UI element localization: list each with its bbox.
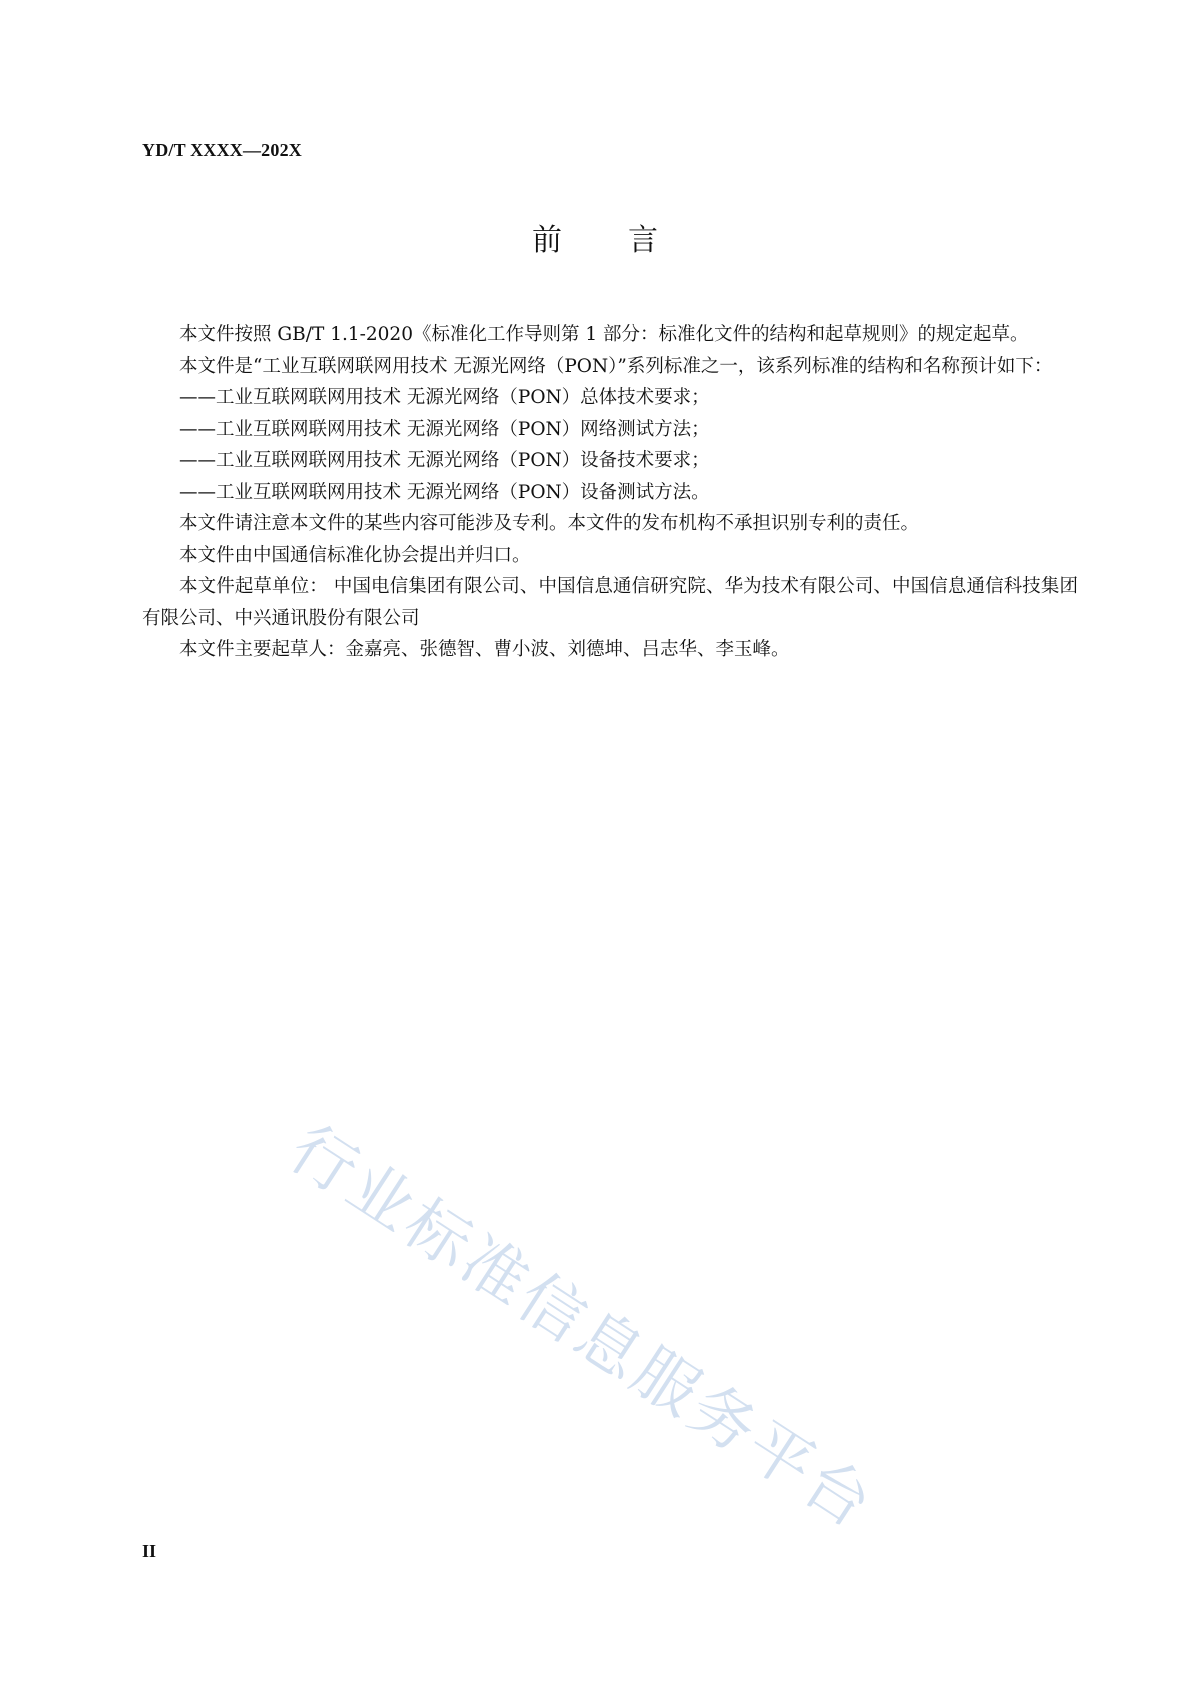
list-item-general-requirements: ——工业互联网联网用技术 无源光网络（PON）总体技术要求； — [179, 387, 710, 408]
paragraph-patent-notice: 本文件请注意本文件的某些内容可能涉及专利。本文件的发布机构不承担识别专利的责任。 — [179, 513, 920, 534]
list-item-network-test-methods: ——工业互联网联网用技术 无源光网络（PON）网络测试方法； — [179, 418, 710, 440]
foreword-body — [142, 319, 1078, 666]
list-item-equipment-requirements: ——工业互联网联网用技术 无源光网络（PON）设备技术要求； — [179, 450, 710, 471]
paragraph-proposed-by: 本文件由中国通信标准化协会提出并归口。 — [179, 544, 531, 566]
page-title: 前言 — [532, 223, 724, 258]
paragraph-drafting-units: 本文件起草单位： 中国电信集团有限公司、中国信息通信研究院、华为技术有限公司、中国信息通信科技集团有限公司、中兴通讯股份有限公司 — [142, 576, 1078, 629]
list-item-equipment-test-methods: ——工业互联网联网用技术 无源光网络（PON）设备测试方法。 — [179, 481, 710, 503]
page-number: II — [142, 1541, 157, 1561]
paragraph-drafters: 本文件主要起草人：金嘉亮、张德智、曹小波、刘德坤、吕志华、李玉峰。 — [179, 639, 790, 660]
document-number: YD/T XXXX—202X — [142, 140, 302, 160]
paragraph-drafting-rules: 本文件按照 GB/T 1.1-2020《标准化工作导则第 1 部分：标准化文件的结构和起草规则》的规定起草。 — [179, 324, 1029, 345]
watermark-text: 行业标准信息服务平台 — [276, 1112, 888, 1545]
paragraph-series-intro: 本文件是“工业互联网联网用技术 无源光网络（PON）”系列标准之一，该系列标准的结构和名称预计如下： — [179, 355, 1053, 377]
